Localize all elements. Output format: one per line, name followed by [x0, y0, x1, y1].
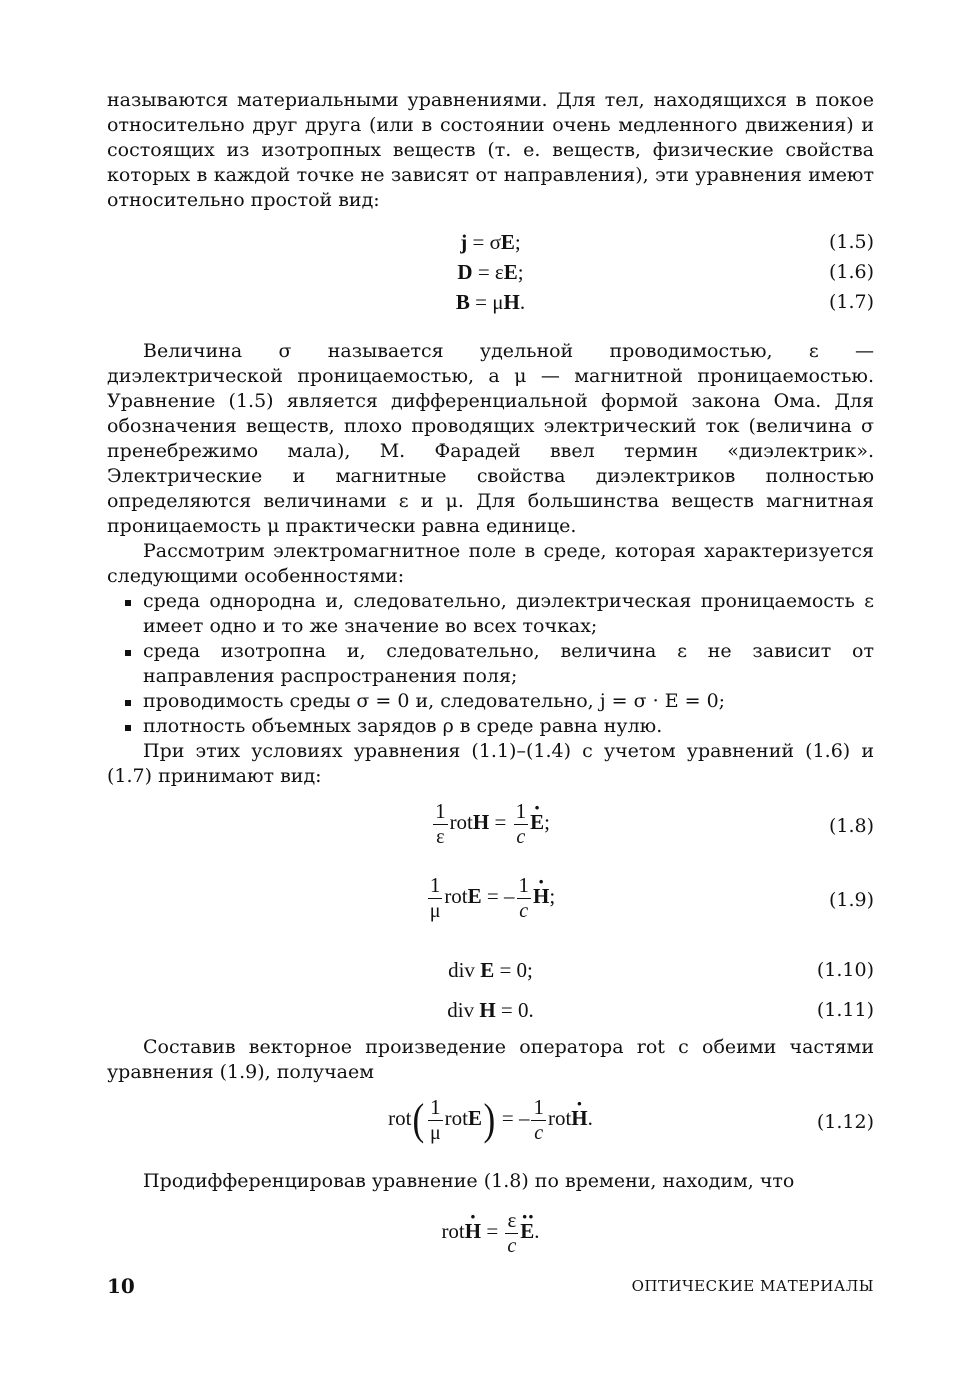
equation-1-8: $\frac{1}{\varepsilon}$ rotH = $\frac{1}{c}$ · E; (1.8) — [107, 799, 874, 857]
equation-number: (1.7) — [828, 291, 874, 313]
paragraph-2: Величина σ называется удельной проводимостью, ε — диэлектрической проницаемостью, а μ — магнитной проницаемостью. Уравнение (1.5) является дифференциальной формой закона Ома. Для обозначения веществ, плохо проводящих электрический ток (величина σ пренебрежимо мала), М. Фарадей ввел термин «диэлектрик». Электрические и магнитные свойства диэлектриков полностью определяются величинами ε и μ. Для большинства веществ магнитная проницаемость μ практически равна единице. — [107, 340, 874, 537]
equation-number: (1.9) — [828, 889, 874, 911]
bullet-icon — [125, 700, 131, 706]
equation-number: (1.6) — [828, 261, 874, 283]
list-item: среда однородна и, следовательно, диэлектрическая проницаемость ε имеет одно и то же значение во всех точках; — [107, 589, 874, 639]
paragraph-4: При этих условиях уравнения (1.1)–(1.4) с учетом уравнений (1.6) и (1.7) принимают вид: — [107, 740, 874, 787]
running-title: ОПТИЧЕСКИЕ МАТЕРИАЛЫ — [631, 1277, 874, 1295]
paragraph-3: Рассмотрим электромагнитное поле в среде, которая характеризуется следующими особенностями: — [107, 540, 874, 587]
equation-number: (1.11) — [816, 999, 874, 1021]
page-footer — [107, 1274, 874, 1300]
equation-number: (1.8) — [828, 815, 874, 837]
bullet-icon — [125, 600, 131, 606]
conditions-list — [107, 589, 874, 739]
equation-number: (1.5) — [828, 231, 874, 253]
paragraph-5: Составив векторное произведение оператора rot с обеими частями уравнения (1.9), получаем — [107, 1036, 874, 1083]
list-item: плотность объемных зарядов ρ в среде равна нулю. — [107, 714, 874, 739]
paragraph-1: называются материальными уравнениями. Для тел, находящихся в покое относительно друг друга (или в состоянии очень медленного движения) и состоящих из изотропных веществ (т. е. веществ, физические свойства которых в каждой точке не зависят от направления), эти уравнения имеют относительно простой вид: — [107, 89, 874, 211]
page-body — [107, 88, 874, 1266]
equation-number: (1.12) — [816, 1111, 874, 1133]
equation-1-9: $\frac{1}{\mu}$ rotE = – $\frac{1}{c}$ · H; (1.9) — [107, 873, 874, 931]
equation-1-5: j = σE; (1.5) — [107, 227, 874, 257]
paragraph-6: Продифференцировав уравнение (1.8) по времени, находим, что — [143, 1170, 795, 1192]
bullet-icon — [125, 650, 131, 656]
list-item: проводимость среды σ = 0 и, следовательно, j = σ · E = 0; — [107, 689, 874, 714]
bullet-icon — [125, 725, 131, 731]
equation-1-10: div E = 0; (1.10) — [107, 955, 874, 985]
equation-1-7: B = μH. (1.7) — [107, 287, 874, 317]
list-item: среда изотропна и, следовательно, величина ε не зависит от направления распространения поля; — [107, 639, 874, 689]
equation-1-12: rot( $\frac{1}{\mu}$ rotE) = – $\frac{1}{c}$ rot· H. (1.12) — [107, 1095, 874, 1153]
equation-number: (1.10) — [816, 959, 874, 981]
equation-1-6: D = εE; (1.6) — [107, 257, 874, 287]
page-number: 10 — [107, 1274, 135, 1298]
equation-1-11: div H = 0. (1.11) — [107, 995, 874, 1025]
equation-unnumbered: rot· H = $\frac{\varepsilon}{c}$ ·· E. — [107, 1208, 874, 1266]
